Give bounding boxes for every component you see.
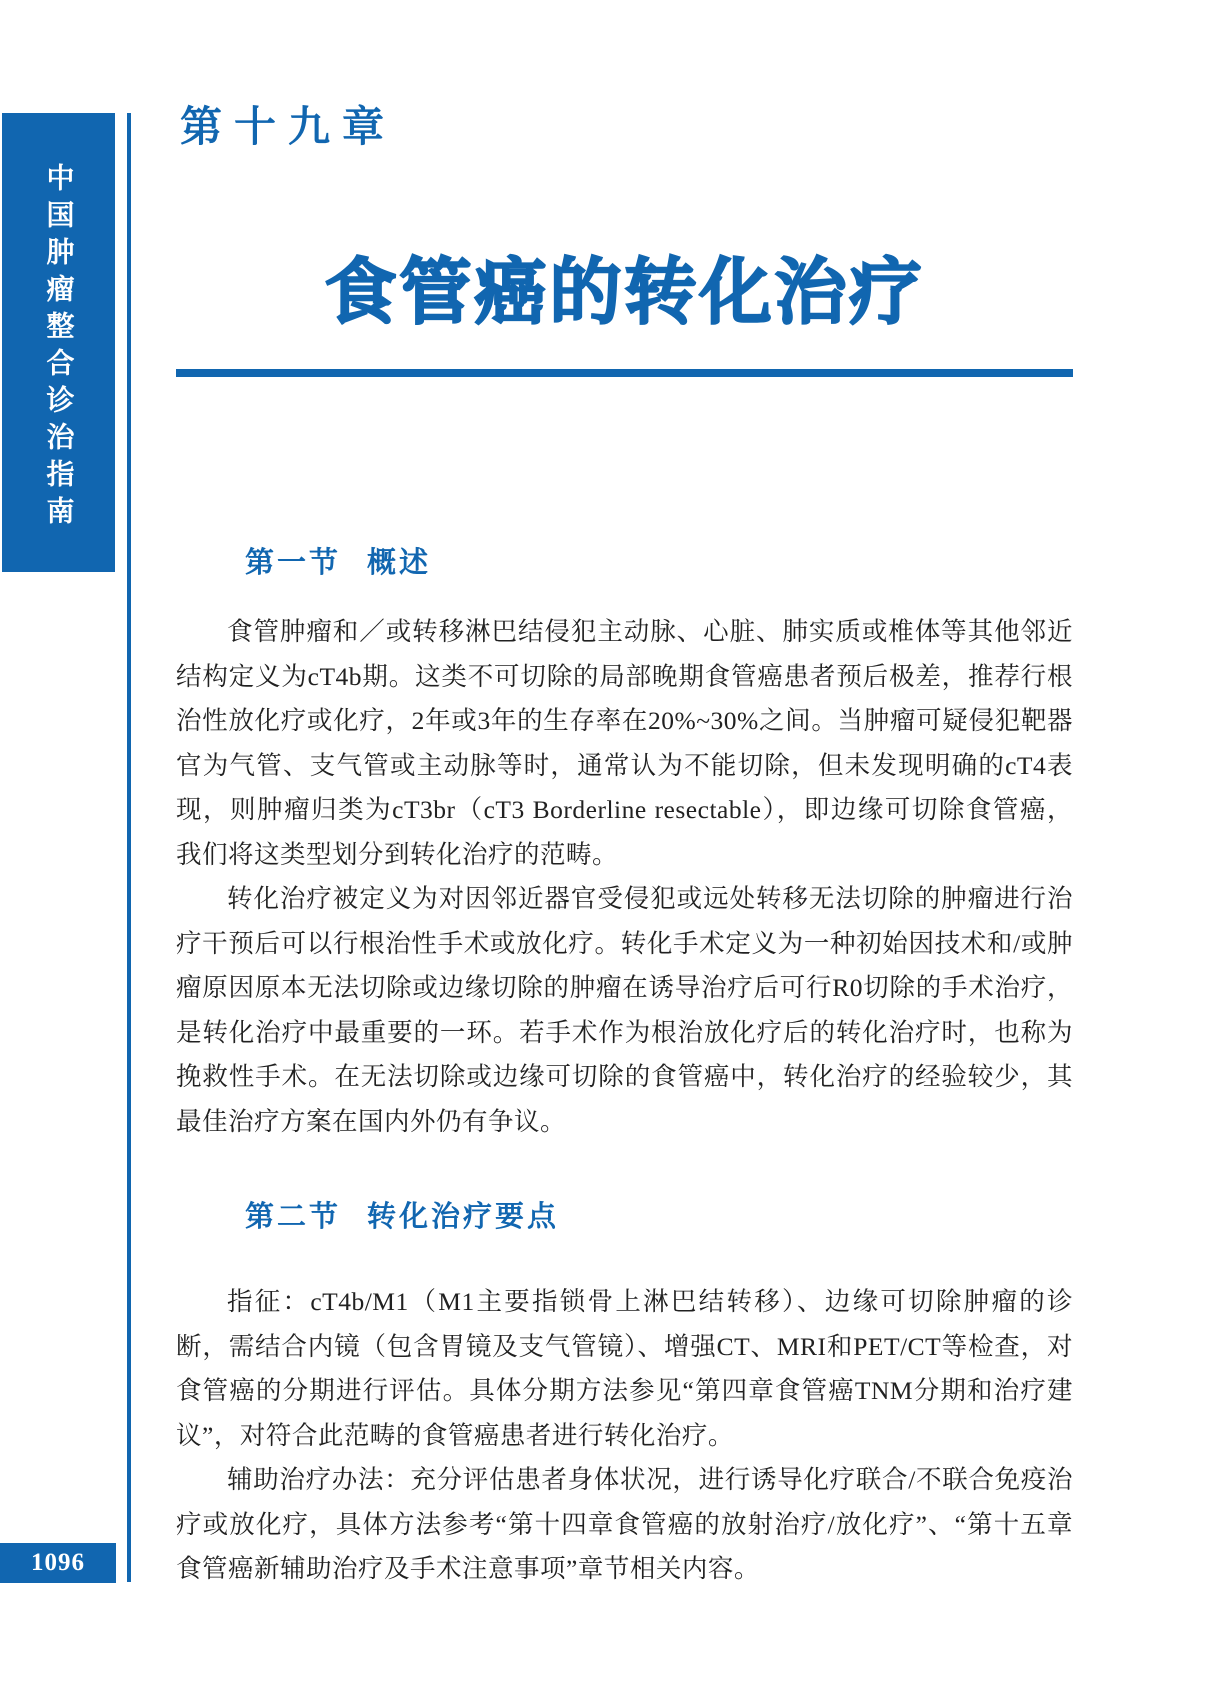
- chapter-label: 第十九章: [180, 103, 397, 150]
- vertical-divider-line: [127, 113, 131, 1582]
- series-title: 中国肿瘤整合诊治指南: [43, 163, 75, 533]
- section-number: 第一节: [245, 547, 342, 579]
- paragraph: 辅助治疗办法：充分评估患者身体状况，进行诱导化疗联合/不联合免疫治疗或放化疗，具体方法参考“第十四章食管癌的放射治疗/放化疗”、“第十五章食管癌新辅助治疗及手术注意事项”章节相关内容。: [176, 1465, 1073, 1583]
- paragraph: 指征：cT4b/M1（M1主要指锁骨上淋巴结转移）、边缘可切除肿瘤的诊断，需结合内镜（包含胃镜及支气管镜）、增强CT、MRI和PET/CT等检查，对食管癌的分期进行评估。具体分期方法参见“第四章食管癌TNM分期和治疗建议”，对符合此范畴的食管癌患者进行转化治疗。: [176, 1287, 1073, 1450]
- section-heading: [245, 546, 1073, 580]
- section-title: 转化治疗要点: [367, 1201, 560, 1233]
- section-number: 第二节: [245, 1201, 342, 1233]
- section-heading: [245, 1200, 1073, 1234]
- chapter-title: 食管癌的转化治疗: [324, 253, 925, 334]
- paragraph: 转化治疗被定义为对因邻近器官受侵犯或远处转移无法切除的肿瘤进行治疗干预后可以行根治性手术或放化疗。转化手术定义为一种初始因技术和/或肿瘤原因原本无法切除或边缘切除的肿瘤在诱导治疗后可行R0切除的手术治疗，是转化治疗中最重要的一环。若手术作为根治放化疗后的转化治疗时，也称为挽救性手术。在无法切除或边缘可切除的食管癌中，转化治疗的经验较少，其最佳治疗方案在国内外仍有争议。: [176, 884, 1073, 1136]
- title-rule: [176, 369, 1073, 377]
- section-title: 概述: [367, 547, 432, 579]
- paragraph: 食管肿瘤和／或转移淋巴结侵犯主动脉、心脏、肺实质或椎体等其他邻近结构定义为cT4b期。这类不可切除的局部晚期食管癌患者预后极差，推荐行根治性放化疗或化疗，2年或3年的生存率在20%~30%之间。当肿瘤可疑侵犯靶器官为气管、支气管或主动脉等时，通常认为不能切除，但未发现明确的cT4表现，则肿瘤归类为cT3br（cT3 Borderline resectable），即边缘可切除食管癌，我们将这类型划分到转化治疗的范畴。: [176, 617, 1073, 869]
- section-key-points: [176, 1200, 1073, 1592]
- sidebar-band: [2, 113, 115, 572]
- page-number-badge: [0, 1543, 116, 1583]
- section-overview: [176, 546, 1073, 1144]
- page-number: 1096: [31, 1549, 85, 1576]
